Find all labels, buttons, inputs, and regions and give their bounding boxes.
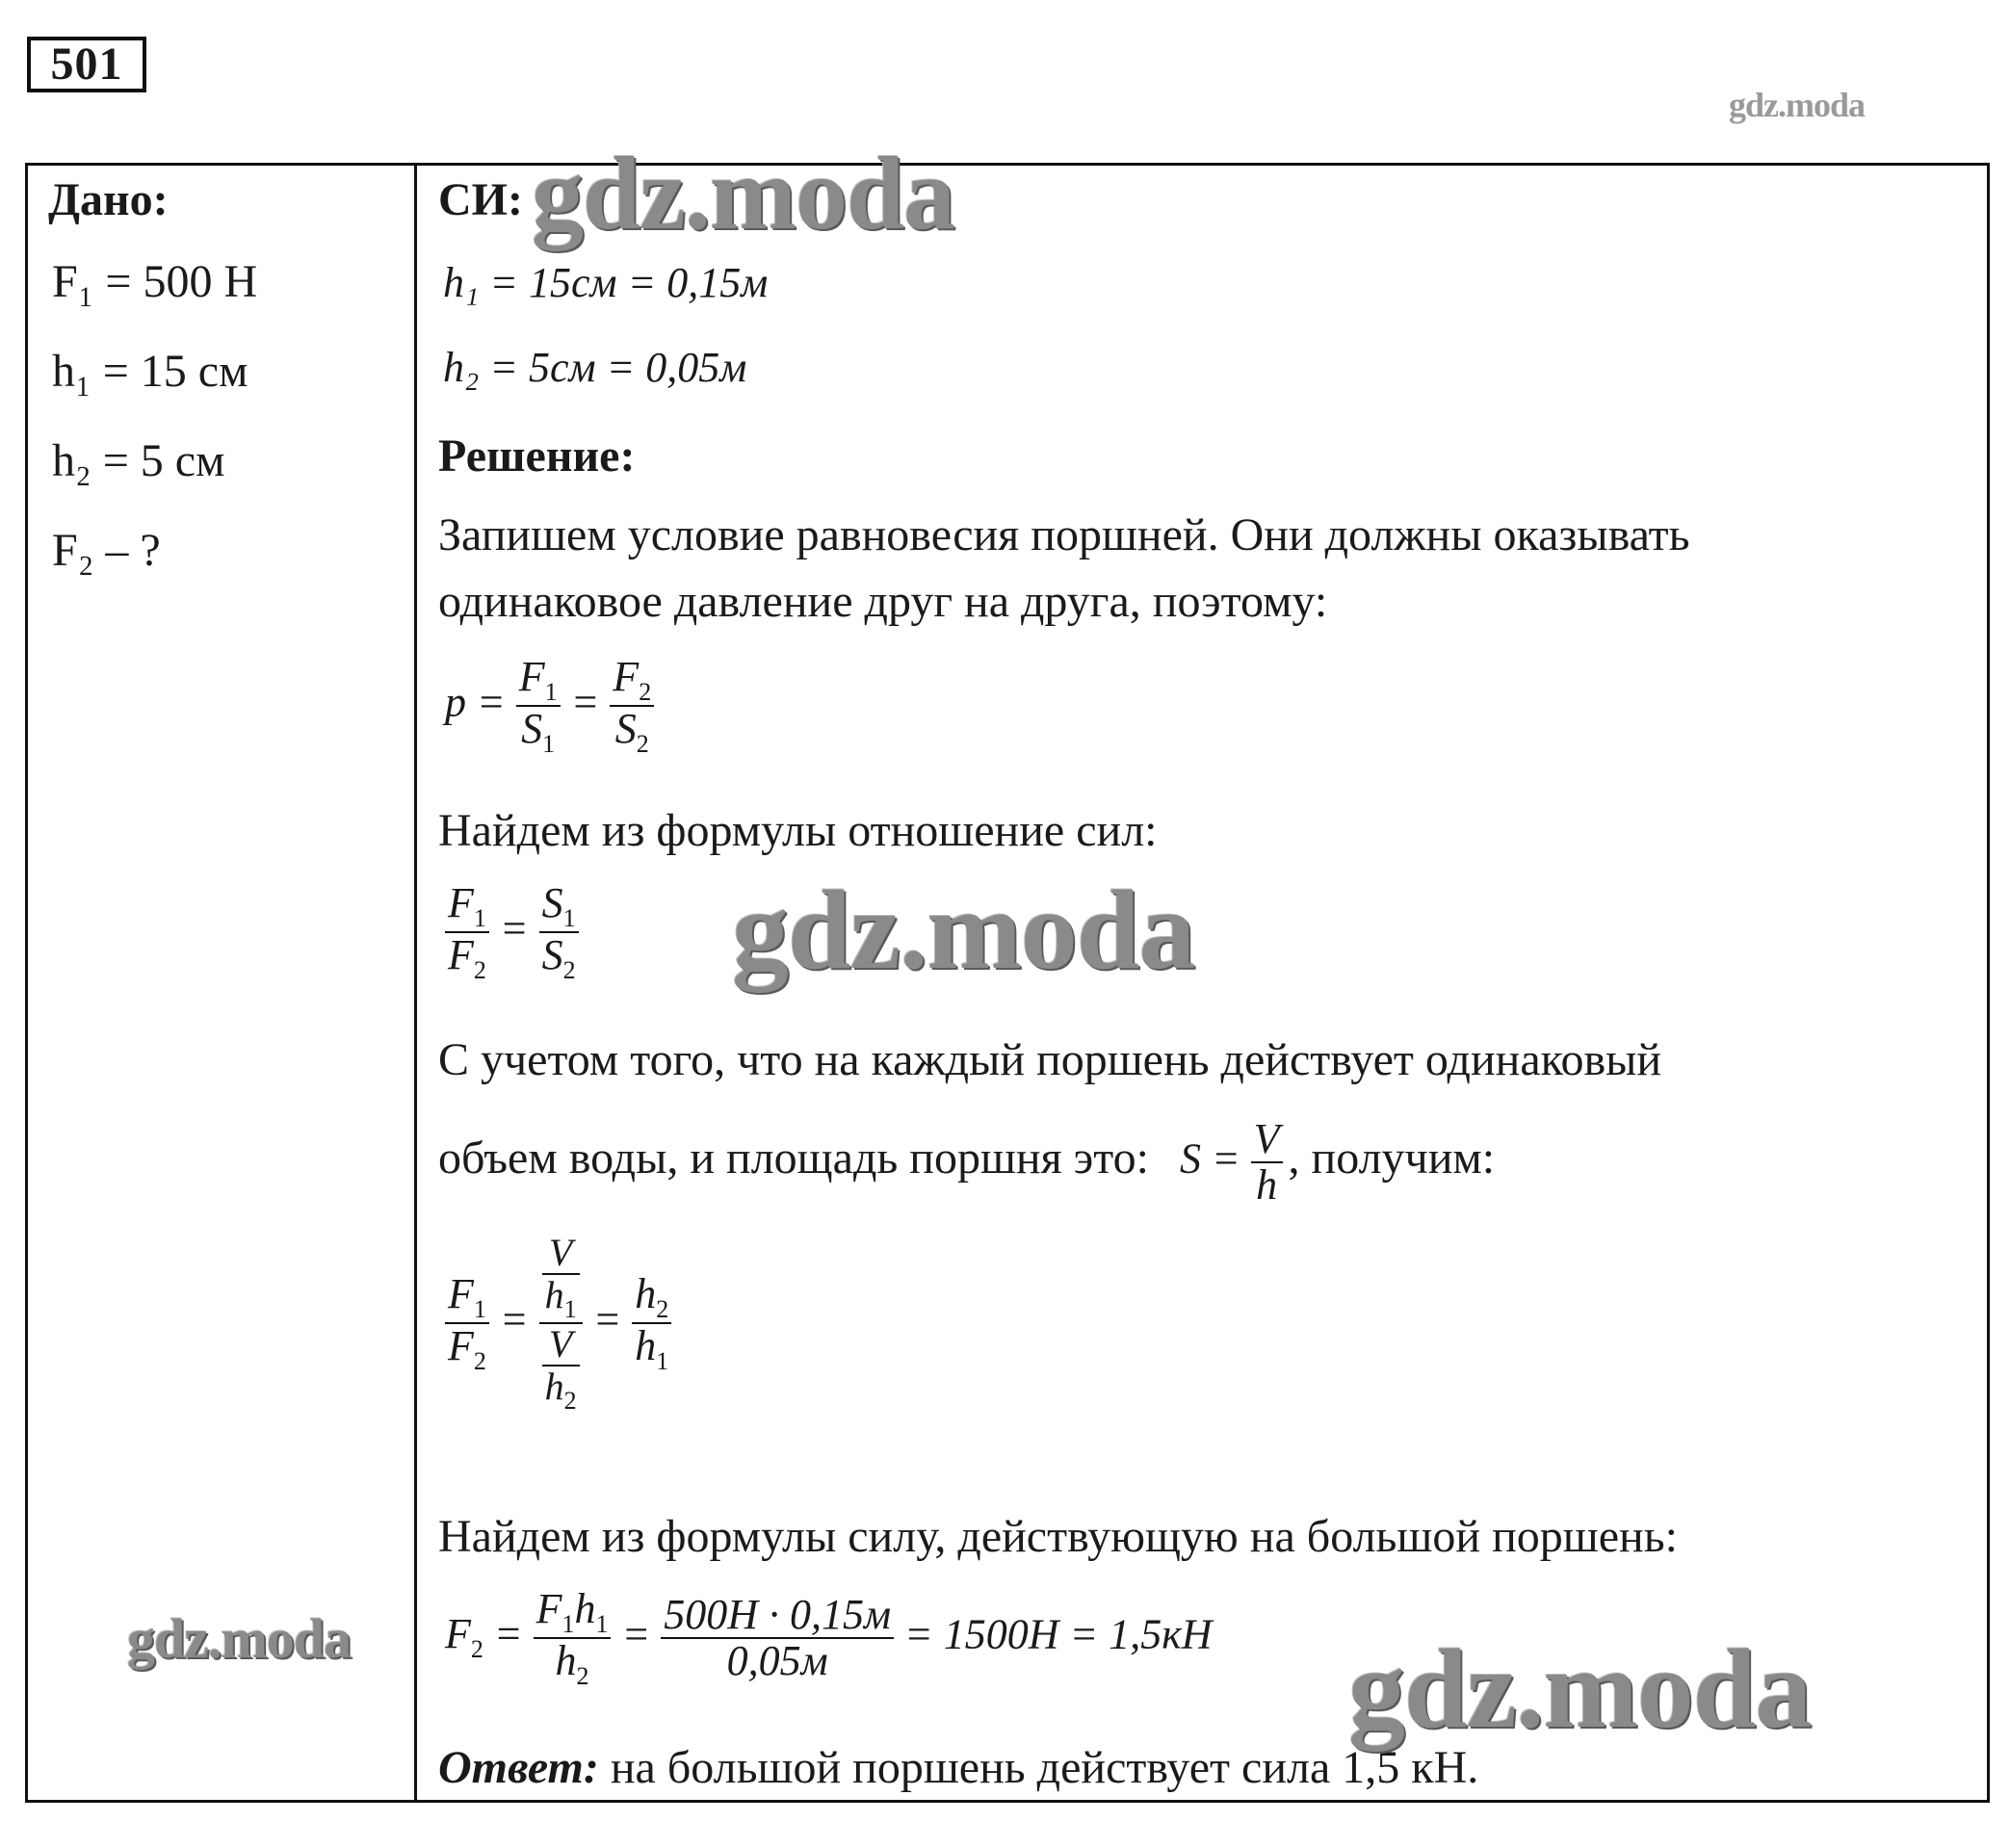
equation-ratio: $\frac{F_1}{F_2}$ = $\frac{S_1}{S_2}$ (445, 881, 579, 984)
column-divider (414, 163, 417, 1803)
given-f1: F₁ = 500 Н (52, 256, 258, 307)
solution-para1-line1: Запишем условие равновесия поршней. Они должны оказывать (438, 509, 1690, 560)
equation-area: S = $\frac{V}{h}$ (1180, 1117, 1283, 1208)
watermark-4: gdz.moda (1348, 1626, 1812, 1752)
equation-pressure: p = $\frac{F_1}{S_1}$ = $\frac{F_2}{S_2}$ (445, 655, 654, 758)
solution-para1-line2: одинаковое давление друг на друга, поэтому: (438, 576, 1328, 627)
si-h1: h₁ = 15см = 0,15м (443, 259, 769, 306)
para3-line2-after: , получим: (1288, 1132, 1496, 1184)
answer-label: Ответ: (438, 1742, 599, 1793)
para3-line2-before: объем воды, и площадь поршня это: (438, 1132, 1149, 1184)
solution-para4: Найдем из формулы силу, действующую на большой поршень: (438, 1511, 1678, 1562)
equation-result: $F_2$ = $\frac{F_1h_1}{h_2}$ = $\frac{500Н \cdot 0,15м}{0,05м}$ = 1500Н = 1,5кН (445, 1585, 1213, 1691)
problem-number: 501 (27, 37, 146, 92)
si-header: СИ: (438, 174, 523, 225)
given-header: Дано: (48, 174, 169, 225)
watermark-2: gdz.moda (732, 867, 1195, 993)
given-h2: h₂ = 5 см (52, 435, 225, 486)
answer-text: на большой поршень действует сила 1,5 кН. (610, 1742, 1479, 1793)
answer-line (438, 1741, 1478, 1794)
solution-para3-line2 (438, 1117, 1495, 1208)
solution-para3-line1: С учетом того, что на каждый поршень действует одинаковый (438, 1034, 1662, 1085)
solution-para2: Найдем из формулы отношение сил: (438, 805, 1158, 856)
watermark-3: gdz.moda (127, 1607, 352, 1670)
given-f2-unknown: F₂ – ? (52, 525, 161, 576)
watermark-small: gdz.moda (1729, 86, 1866, 124)
si-h2: h₂ = 5см = 0,05м (443, 344, 747, 391)
solution-header: Решение: (438, 430, 636, 482)
given-h1: h₁ = 15 см (52, 346, 248, 397)
watermark-1: gdz.moda (532, 137, 955, 251)
equation-heights: $\frac{F_1}{F_2}$ = $\frac{\frac{V}{h_1}}{\frac{V}{h_2}}$ = $\frac{h_2}{h_1}$ (445, 1233, 671, 1415)
